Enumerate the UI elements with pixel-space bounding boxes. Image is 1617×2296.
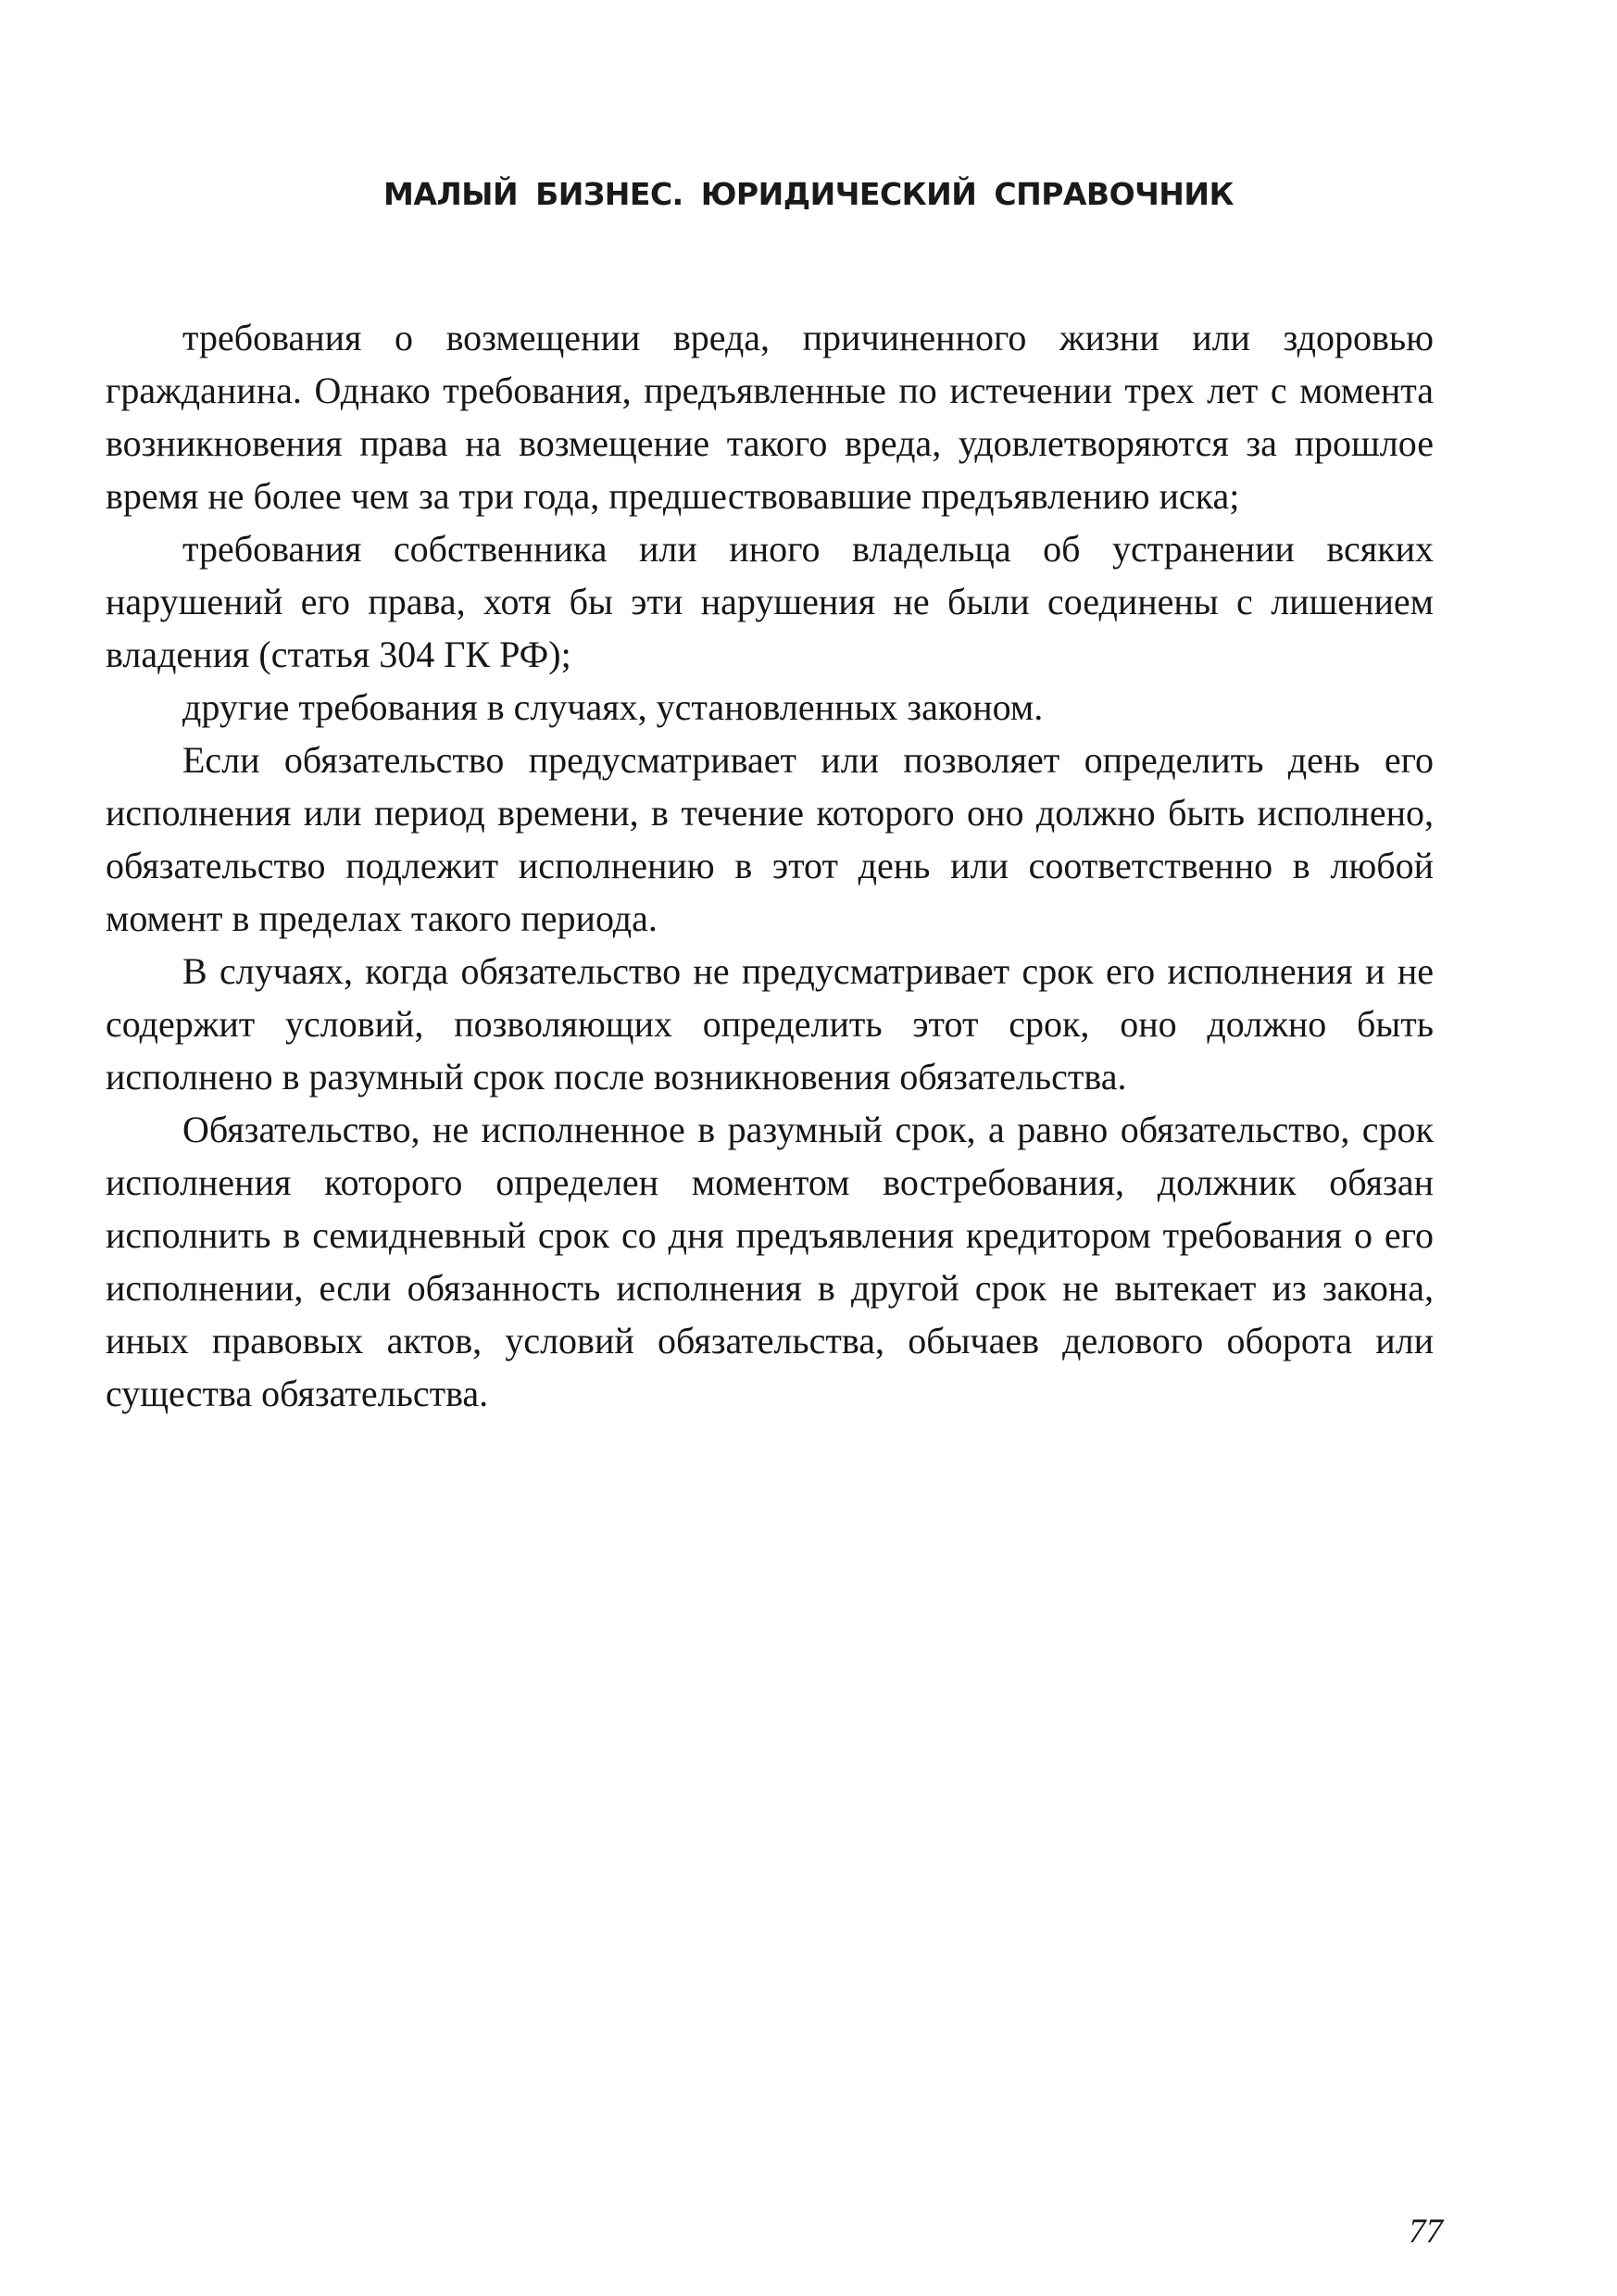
paragraph-4: Если обязательство предусматривает или позволяет определить день его исполнения или период времени, в течение которого оно должно быть исполнено, обязательство подлежит исполнению в этот день или соответственно в любой момент в пределах такого периода. <box>106 739 1434 939</box>
running-head: МАЛЫЙ БИЗНЕС. ЮРИДИЧЕСКИЙ СПРАВОЧНИК <box>382 176 1235 212</box>
page-number: 77 <box>1409 2213 1443 2251</box>
paragraph-1: требования о возмещении вреда, причиненного жизни или здоровью гражданина. Однако требования, предъявленные по истечении трех лет с момента возникновения права на возмещение такого вреда, удовлетворяются за прошлое время не более чем за три года, предшествовавшие предъявлению иска; <box>106 317 1434 517</box>
paragraph-3: другие требования в случаях, установленных законом. <box>182 686 1044 728</box>
paragraph-5: В случаях, когда обязательство не предусматривает срок его исполнения и не содержит условий, позволяющих определить этот срок, оно должно быть исполнено в разумный срок после возникновения обязательства. <box>106 950 1434 1098</box>
body-text <box>106 311 1434 1420</box>
paragraph-2: требования собственника или иного владельца об устранении всяких нарушений его права, хотя бы эти нарушения не были соединены с лишением владения (статья 304 ГК РФ); <box>106 528 1434 675</box>
paragraph-6: Обязательство, не исполненное в разумный срок, а равно обязательство, срок исполнения которого определен моментом востребования, должник обязан исполнить в семидневный срок со дня предъявления кредитором требования о его исполнении, если обязанность исполнения в другой срок не вытекает из закона, иных правовых актов, условий обязательства, обычаев делового оборота или существа обязательства. <box>106 1109 1434 1414</box>
